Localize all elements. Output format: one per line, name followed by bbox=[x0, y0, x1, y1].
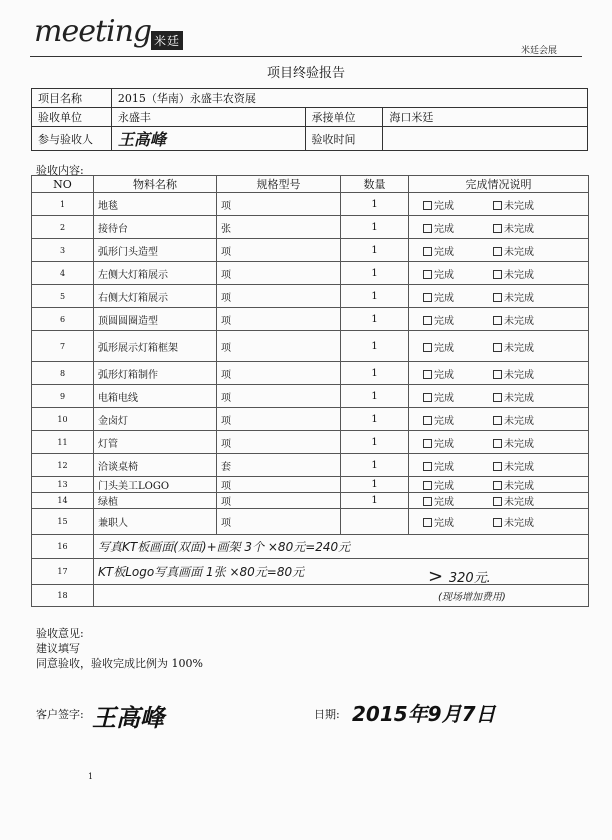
checklist-table bbox=[31, 175, 589, 607]
done-checkbox[interactable] bbox=[423, 462, 432, 471]
row-no: 17 bbox=[32, 559, 94, 585]
row-qty: 1 bbox=[341, 431, 409, 454]
contractor-value: 海口米廷 bbox=[383, 108, 588, 127]
row-material: 兼职人 bbox=[94, 509, 217, 535]
row-material: 灯管 bbox=[94, 431, 217, 454]
table-header-row bbox=[32, 176, 589, 193]
row-qty: 1 bbox=[341, 239, 409, 262]
done-label: 完成 bbox=[434, 415, 454, 427]
row-no: 11 bbox=[32, 431, 94, 454]
not-done-checkbox[interactable] bbox=[493, 481, 502, 490]
acceptance-unit-value: 永盛丰 bbox=[111, 108, 305, 127]
row-status bbox=[409, 362, 589, 385]
row-qty: 1 bbox=[341, 308, 409, 331]
not-done-checkbox[interactable] bbox=[493, 247, 502, 256]
acceptance-time-label: 验收时间 bbox=[305, 127, 383, 151]
done-checkbox[interactable] bbox=[423, 416, 432, 425]
row-qty: 1 bbox=[341, 285, 409, 308]
report-title: 项目终验报告 bbox=[266, 66, 345, 81]
row-spec: 项 bbox=[217, 509, 341, 535]
not-done-checkbox[interactable] bbox=[493, 439, 502, 448]
not-done-label: 未完成 bbox=[504, 315, 534, 327]
acceptance-unit-label: 验收单位 bbox=[32, 108, 112, 127]
not-done-label: 未完成 bbox=[504, 269, 534, 281]
table-row bbox=[32, 385, 589, 408]
done-checkbox[interactable] bbox=[423, 393, 432, 402]
bracket-note: (现场增加费用) bbox=[438, 592, 506, 603]
header-material: 物料名称 bbox=[94, 176, 217, 193]
row-material: 金卤灯 bbox=[94, 408, 217, 431]
table-row bbox=[32, 239, 589, 262]
done-checkbox[interactable] bbox=[423, 518, 432, 527]
row-no: 2 bbox=[32, 216, 94, 239]
row-status bbox=[409, 193, 589, 216]
table-row bbox=[32, 509, 589, 535]
row-status bbox=[409, 477, 589, 493]
row-material: 电箱电线 bbox=[94, 385, 217, 408]
row-no: 12 bbox=[32, 454, 94, 477]
acceptance-opinion bbox=[36, 626, 203, 671]
row-no: 16 bbox=[32, 535, 94, 559]
done-checkbox[interactable] bbox=[423, 343, 432, 352]
row-qty: 1 bbox=[341, 193, 409, 216]
row-spec: 项 bbox=[217, 239, 341, 262]
acceptance-time-value bbox=[383, 127, 588, 151]
row-status bbox=[409, 331, 589, 362]
table-row bbox=[32, 262, 589, 285]
done-checkbox[interactable] bbox=[423, 293, 432, 302]
done-checkbox[interactable] bbox=[423, 316, 432, 325]
header-no: NO bbox=[32, 176, 94, 193]
done-checkbox[interactable] bbox=[423, 497, 432, 506]
not-done-checkbox[interactable] bbox=[493, 316, 502, 325]
row-material: 弧形灯箱制作 bbox=[94, 362, 217, 385]
table-row bbox=[32, 477, 589, 493]
content-label: 验收内容: bbox=[36, 164, 84, 177]
handwritten-bracket-total bbox=[428, 566, 491, 587]
table-row bbox=[32, 216, 589, 239]
not-done-label: 未完成 bbox=[504, 415, 534, 427]
row-spec: 套 bbox=[217, 454, 341, 477]
not-done-label: 未完成 bbox=[504, 518, 534, 529]
done-checkbox[interactable] bbox=[423, 439, 432, 448]
done-checkbox[interactable] bbox=[423, 201, 432, 210]
not-done-label: 未完成 bbox=[504, 223, 534, 235]
done-label: 完成 bbox=[434, 342, 454, 354]
table-row bbox=[32, 285, 589, 308]
row-no: 1 bbox=[32, 193, 94, 216]
row-material: 右侧大灯箱展示 bbox=[94, 285, 217, 308]
done-checkbox[interactable] bbox=[423, 370, 432, 379]
done-checkbox[interactable] bbox=[423, 247, 432, 256]
row-no: 6 bbox=[32, 308, 94, 331]
row-material: 接待台 bbox=[94, 216, 217, 239]
row-qty: 1 bbox=[341, 408, 409, 431]
row-spec: 项 bbox=[217, 193, 341, 216]
row-qty: 1 bbox=[341, 385, 409, 408]
row-material: 顶圆圆圈造型 bbox=[94, 308, 217, 331]
row-spec: 项 bbox=[217, 308, 341, 331]
row-no: 14 bbox=[32, 493, 94, 509]
row-no: 3 bbox=[32, 239, 94, 262]
bracket-symbol: > bbox=[428, 566, 449, 587]
handwritten-entry: 写真KT板画面(双面)+画架 3个 ×80元=240元 bbox=[94, 535, 589, 559]
row-qty bbox=[341, 509, 409, 535]
row-material: 绿植 bbox=[94, 493, 217, 509]
header-spec: 规格型号 bbox=[217, 176, 341, 193]
done-label: 完成 bbox=[434, 223, 454, 235]
table-row bbox=[32, 535, 589, 559]
row-status bbox=[409, 454, 589, 477]
not-done-checkbox[interactable] bbox=[493, 370, 502, 379]
not-done-label: 未完成 bbox=[504, 342, 534, 354]
header-status: 完成情况说明 bbox=[409, 176, 589, 193]
not-done-label: 未完成 bbox=[504, 461, 534, 473]
row-material: 洽谈桌椅 bbox=[94, 454, 217, 477]
not-done-checkbox[interactable] bbox=[493, 416, 502, 425]
date-value: 2015年9月7日 bbox=[352, 702, 496, 726]
row-status bbox=[409, 239, 589, 262]
header-divider bbox=[30, 56, 582, 57]
row-status bbox=[409, 385, 589, 408]
row-spec: 项 bbox=[217, 477, 341, 493]
handwritten-entry: KT板Logo写真画面 1张 ×80元=80元 bbox=[94, 559, 589, 585]
table-row bbox=[32, 408, 589, 431]
table-row bbox=[32, 454, 589, 477]
row-no: 4 bbox=[32, 262, 94, 285]
opinion-label: 验收意见: bbox=[36, 627, 84, 640]
row-status bbox=[409, 509, 589, 535]
not-done-checkbox[interactable] bbox=[493, 201, 502, 210]
row-no: 9 bbox=[32, 385, 94, 408]
row-no: 10 bbox=[32, 408, 94, 431]
table-row bbox=[32, 431, 589, 454]
row-no: 13 bbox=[32, 477, 94, 493]
row-material: 门头美工LOGO bbox=[94, 477, 217, 493]
project-name-value: 2015（华南）永盛丰农资展 bbox=[111, 89, 587, 108]
row-status bbox=[409, 262, 589, 285]
row-status bbox=[409, 216, 589, 239]
not-done-label: 未完成 bbox=[504, 246, 534, 258]
not-done-label: 未完成 bbox=[504, 292, 534, 304]
not-done-checkbox[interactable] bbox=[493, 343, 502, 352]
row-no: 8 bbox=[32, 362, 94, 385]
done-checkbox[interactable] bbox=[423, 481, 432, 490]
done-label: 完成 bbox=[434, 246, 454, 258]
row-spec: 项 bbox=[217, 431, 341, 454]
row-spec: 项 bbox=[217, 362, 341, 385]
row-qty: 1 bbox=[341, 362, 409, 385]
row-material: 左侧大灯箱展示 bbox=[94, 262, 217, 285]
not-done-label: 未完成 bbox=[504, 200, 534, 212]
done-label: 完成 bbox=[434, 392, 454, 404]
row-spec: 项 bbox=[217, 408, 341, 431]
not-done-label: 未完成 bbox=[504, 481, 534, 492]
done-label: 完成 bbox=[434, 200, 454, 212]
done-checkbox[interactable] bbox=[423, 270, 432, 279]
row-spec: 项 bbox=[217, 385, 341, 408]
table-row bbox=[32, 193, 589, 216]
not-done-checkbox[interactable] bbox=[493, 518, 502, 527]
not-done-label: 未完成 bbox=[504, 497, 534, 508]
table-row bbox=[32, 559, 589, 585]
date-label: 日期: bbox=[314, 708, 340, 721]
not-done-checkbox[interactable] bbox=[493, 224, 502, 233]
row-no: 5 bbox=[32, 285, 94, 308]
not-done-label: 未完成 bbox=[504, 392, 534, 404]
table-row bbox=[32, 331, 589, 362]
row-status bbox=[409, 493, 589, 509]
row-qty: 1 bbox=[341, 493, 409, 509]
row-no: 15 bbox=[32, 509, 94, 535]
row-material: 地毯 bbox=[94, 193, 217, 216]
client-sign-label: 客户签字: bbox=[36, 708, 84, 721]
done-label: 完成 bbox=[434, 369, 454, 381]
empty-cell bbox=[94, 585, 589, 607]
not-done-checkbox[interactable] bbox=[493, 393, 502, 402]
not-done-checkbox[interactable] bbox=[493, 293, 502, 302]
project-name-label: 项目名称 bbox=[32, 89, 112, 108]
row-no: 18 bbox=[32, 585, 94, 607]
row-qty: 1 bbox=[341, 331, 409, 362]
table-row bbox=[32, 362, 589, 385]
row-status bbox=[409, 285, 589, 308]
done-label: 完成 bbox=[434, 315, 454, 327]
not-done-label: 未完成 bbox=[504, 369, 534, 381]
row-spec: 项 bbox=[217, 331, 341, 362]
opinion-line-2: 同意验收，验收完成比例为 100% bbox=[36, 657, 203, 670]
row-qty: 1 bbox=[341, 216, 409, 239]
header-qty: 数量 bbox=[341, 176, 409, 193]
bracket-total: 320元. bbox=[448, 571, 491, 586]
row-spec: 项 bbox=[217, 262, 341, 285]
done-label: 完成 bbox=[434, 481, 454, 492]
row-qty: 1 bbox=[341, 262, 409, 285]
page-number: 1 bbox=[88, 772, 94, 781]
project-info-table bbox=[31, 88, 588, 151]
done-label: 完成 bbox=[434, 518, 454, 529]
done-label: 完成 bbox=[434, 438, 454, 450]
not-done-label: 未完成 bbox=[504, 438, 534, 450]
done-checkbox[interactable] bbox=[423, 224, 432, 233]
opinion-line-1: 建议填写 bbox=[36, 642, 80, 655]
row-material: 弧形展示灯箱框架 bbox=[94, 331, 217, 362]
logo-badge: 米廷 bbox=[151, 31, 183, 50]
not-done-checkbox[interactable] bbox=[493, 497, 502, 506]
not-done-checkbox[interactable] bbox=[493, 270, 502, 279]
done-label: 完成 bbox=[434, 269, 454, 281]
done-label: 完成 bbox=[434, 292, 454, 304]
participants-value: 王高峰 bbox=[111, 127, 305, 151]
not-done-checkbox[interactable] bbox=[493, 462, 502, 471]
client-signature: 王高峰 bbox=[92, 704, 164, 732]
table-row bbox=[32, 308, 589, 331]
row-spec: 项 bbox=[217, 285, 341, 308]
table-row bbox=[32, 493, 589, 509]
row-status bbox=[409, 308, 589, 331]
row-status bbox=[409, 408, 589, 431]
row-material: 弧形门头造型 bbox=[94, 239, 217, 262]
row-qty: 1 bbox=[341, 454, 409, 477]
row-spec: 项 bbox=[217, 493, 341, 509]
done-label: 完成 bbox=[434, 497, 454, 508]
done-label: 完成 bbox=[434, 461, 454, 473]
participants-label: 参与验收人 bbox=[32, 127, 112, 151]
company-logo: meeting bbox=[34, 14, 152, 49]
company-name: 米廷会展 bbox=[520, 46, 557, 56]
row-spec: 张 bbox=[217, 216, 341, 239]
row-status bbox=[409, 431, 589, 454]
row-qty: 1 bbox=[341, 477, 409, 493]
row-no: 7 bbox=[32, 331, 94, 362]
contractor-label: 承接单位 bbox=[305, 108, 383, 127]
